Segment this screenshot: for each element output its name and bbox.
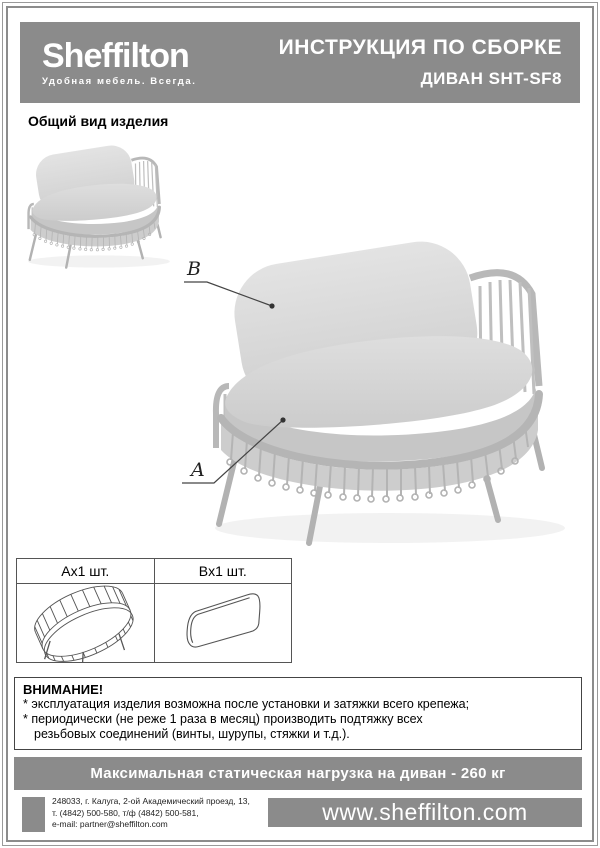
section-title: Общий вид изделия <box>28 113 169 129</box>
warning-box <box>14 677 582 750</box>
parts-table-body <box>17 584 291 662</box>
sofa-overview-image <box>16 143 178 269</box>
callout-label-seat-base: A <box>191 459 205 481</box>
warning-line-1: * эксплуатация изделия возможна после установки и затяжки всего крепежа; <box>23 697 470 711</box>
callout-label-back-cushion: B <box>187 258 201 280</box>
header <box>20 22 580 103</box>
parts-table-header <box>17 559 291 584</box>
part-a-drawing <box>17 584 155 662</box>
max-load-bar <box>14 757 582 790</box>
address-line-3: e-mail: partner@sheffilton.com <box>52 819 168 829</box>
brand-logo-text: Sheffilton <box>42 36 189 75</box>
part-a-quantity: Ax1 шт. <box>17 559 155 583</box>
title-block <box>279 36 562 89</box>
part-b-drawing <box>155 584 292 662</box>
address-line-1: 248033, г. Калуга, 2-ой Академический проезд, 13, <box>52 796 250 806</box>
website-url: www.sheffilton.com <box>322 799 528 825</box>
base-frame-drawing-icon <box>19 584 151 662</box>
max-load-text: Максимальная статическая нагрузка на диван - 260 кг <box>90 765 506 782</box>
parts-table <box>16 558 292 663</box>
brand-tagline: Удобная мебель. Всегда. <box>42 75 197 87</box>
footer-logo-mark <box>22 797 45 832</box>
part-b-quantity: Bx1 шт. <box>198 563 247 579</box>
footer-address <box>52 796 250 831</box>
website-banner <box>268 798 582 827</box>
warning-line-3: резьбовых соединений (винты, шурупы, стяжки и т.д.). <box>34 727 350 741</box>
brand-logo <box>42 36 197 87</box>
back-cushion-drawing-icon <box>157 584 289 662</box>
document-title: ИНСТРУКЦИЯ ПО СБОРКЕ <box>278 36 562 59</box>
sofa-main-image <box>185 236 585 546</box>
warning-title: ВНИМАНИЕ! <box>23 682 104 697</box>
product-name: ДИВАН SHT-SF8 <box>420 69 562 88</box>
warning-line-2: * периодически (не реже 1 раза в месяц) производить подтяжку всех <box>23 712 423 726</box>
address-line-2: т. (4842) 500-580, т/ф (4842) 500-581, <box>52 807 199 818</box>
